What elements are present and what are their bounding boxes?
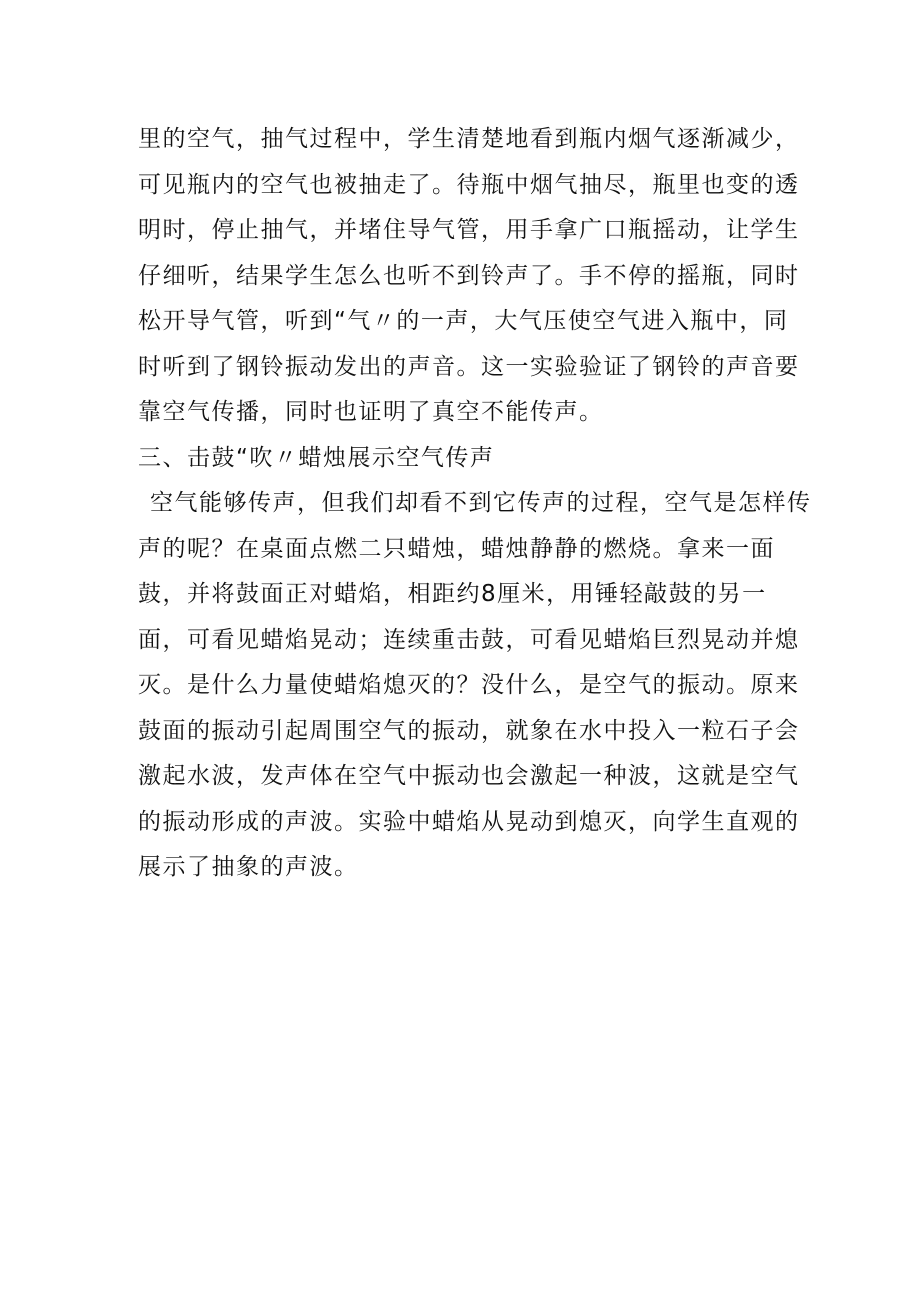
text-line: 鼓，并将鼓面正对蜡焰，相距约8厘米，用锤轻敲鼓的另一 xyxy=(138,581,767,607)
text-line: 灭。是什么力量使蜡焰熄灭的？没什么，是空气的振动。原来 xyxy=(138,672,800,698)
section-heading-3: 三、击鼓“吹〃蜡烛展示空气传声 xyxy=(138,444,495,471)
text-line: 鼓面的振动引起周围空气的振动，就象在水中投入一粒石子会 xyxy=(138,717,800,744)
paragraph-vacuum-experiment xyxy=(138,117,800,436)
text-line: 激起水波，发声体在空气中振动也会激起一种波，这就是空气 xyxy=(138,763,800,789)
text-line: 仔细听，结果学生怎么也听不到铃声了。手不停的摇瓶，同时 xyxy=(138,262,800,289)
text-line: 面，可看见蜡焰晃动；连续重击鼓，可看见蜡焰巨烈晃动并熄 xyxy=(138,626,800,653)
text-line: 展示了抽象的声波。 xyxy=(138,854,359,880)
document-body xyxy=(138,117,812,891)
paragraph-drum-candle xyxy=(138,481,812,891)
text-line: 明时，停止抽气，并堵住导气管，用手拿广口瓶摇动，让学生 xyxy=(138,217,800,243)
text-line: 的振动形成的声波。实验中蜡焰从晃动到熄灭，向学生直观的 xyxy=(138,808,800,835)
text-line: 时听到了钢铃振动发出的声音。这一实验验证了钢铃的声音要 xyxy=(138,353,800,380)
text-line: 松开导气管，听到“气〃的一声，大气压使空气进入瓶中，同 xyxy=(138,308,789,334)
text-line: 可见瓶内的空气也被抽走了。待瓶中烟气抽尽，瓶里也变的透 xyxy=(138,171,800,198)
text-line: 声的呢？在桌面点燃二只蜡烛，蜡烛静静的燃烧。拿来一面 xyxy=(138,535,775,562)
text-line: 里的空气，抽气过程中，学生清楚地看到瓶内烟气逐渐减少， xyxy=(138,126,800,152)
text-line: 空气能够传声，但我们却看不到它传声的过程，空气是怎样传 xyxy=(150,490,812,516)
text-line: 靠空气传播，同时也证明了真空不能传声。 xyxy=(138,399,604,425)
